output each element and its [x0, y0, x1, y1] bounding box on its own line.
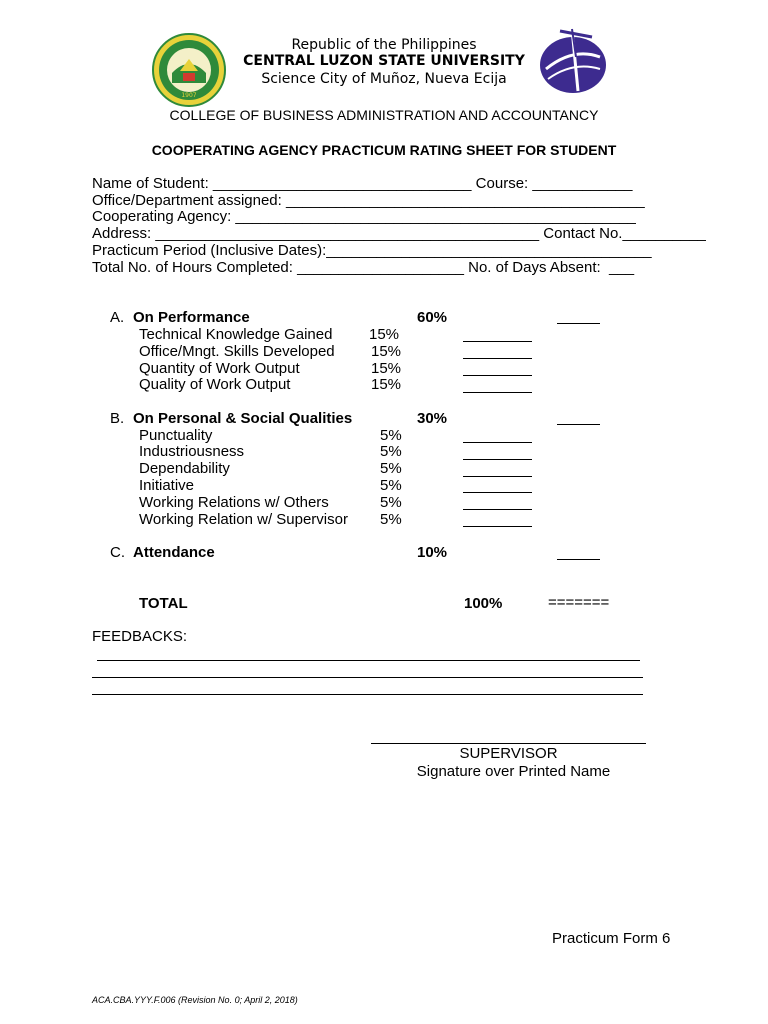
- section-a-score-blank[interactable]: [557, 323, 600, 324]
- item-weight: 5%: [380, 443, 402, 460]
- total-weight: 100%: [464, 595, 503, 612]
- item-score-blank[interactable]: [463, 509, 532, 510]
- item-label: Initiative: [139, 477, 195, 494]
- item-weight: 5%: [380, 494, 402, 511]
- item-weight: 15%: [371, 360, 402, 377]
- item-score-blank[interactable]: [463, 459, 532, 460]
- item-label: Working Relation w/ Supervisor: [139, 511, 348, 528]
- signature-caption: Signature over Printed Name: [416, 763, 611, 780]
- item-weight: 15%: [371, 376, 402, 393]
- section-b-title: On Personal & Social Qualities: [133, 410, 353, 427]
- seal-year: 1907: [181, 92, 197, 99]
- form-title: COOPERATING AGENCY PRACTICUM RATING SHEET FOR STUDENT: [151, 142, 617, 158]
- university-location: Science City of Muñoz, Nueva Ecija: [261, 71, 507, 87]
- total-label: TOTAL: [139, 595, 188, 612]
- item-weight: 15%: [371, 343, 402, 360]
- signature-role: SUPERVISOR: [459, 745, 558, 762]
- section-b-weight: 30%: [417, 410, 448, 427]
- college-name: COLLEGE OF BUSINESS ADMINISTRATION AND ACCOUNTANCY: [169, 107, 599, 123]
- item-weight: 5%: [380, 460, 402, 477]
- section-c-weight: 10%: [417, 544, 448, 561]
- section-b-score-blank[interactable]: [557, 424, 600, 425]
- signature-line[interactable]: [371, 743, 646, 744]
- revision-code: ACA.CBA.YYY.F.006 (Revision No. 0; April 2, 2018): [92, 995, 298, 1005]
- item-label: Punctuality: [139, 427, 213, 444]
- item-score-blank[interactable]: [463, 341, 532, 342]
- feedback-line[interactable]: [92, 677, 643, 678]
- item-label: Office/Mngt. Skills Developed: [139, 343, 335, 360]
- section-b-letter: B.: [110, 410, 125, 427]
- item-score-blank[interactable]: [463, 442, 532, 443]
- item-score-blank[interactable]: [463, 492, 532, 493]
- feedback-line[interactable]: [97, 660, 640, 661]
- field-cooperating-agency[interactable]: Cooperating Agency: ________________________________________________: [92, 208, 636, 225]
- item-score-blank[interactable]: [463, 476, 532, 477]
- total-marker: =======: [548, 594, 610, 611]
- item-label: Working Relations w/ Others: [139, 494, 329, 511]
- section-a-letter: A.: [110, 309, 125, 326]
- field-practicum-period[interactable]: Practicum Period (Inclusive Dates):_______________________________________: [92, 242, 652, 259]
- item-label: Dependability: [139, 460, 230, 477]
- republic-line: Republic of the Philippines: [291, 37, 477, 53]
- section-c-letter: C.: [110, 544, 125, 561]
- item-label: Technical Knowledge Gained: [139, 326, 333, 343]
- item-weight: 5%: [380, 427, 402, 444]
- item-label: Quality of Work Output: [139, 376, 291, 393]
- university-name: CENTRAL LUZON STATE UNIVERSITY: [243, 53, 525, 69]
- section-a-weight: 60%: [417, 309, 448, 326]
- field-address-contact[interactable]: Address: ______________________________________________ Contact No.__________: [92, 225, 706, 242]
- item-score-blank[interactable]: [463, 392, 532, 393]
- section-c-title: Attendance: [133, 544, 215, 561]
- item-score-blank[interactable]: [463, 358, 532, 359]
- field-name-of-student[interactable]: Name of Student: _______________________________ Course: ____________: [92, 175, 633, 192]
- feedbacks-label: FEEDBACKS:: [92, 628, 188, 645]
- item-score-blank[interactable]: [463, 526, 532, 527]
- item-weight: 5%: [380, 477, 402, 494]
- item-label: Industriousness: [139, 443, 245, 460]
- item-score-blank[interactable]: [463, 375, 532, 376]
- field-office-department[interactable]: Office/Department assigned: ___________________________________________: [92, 192, 645, 209]
- section-a-title: On Performance: [133, 309, 250, 326]
- field-hours-absent[interactable]: Total No. of Hours Completed: ____________________ No. of Days Absent: ___: [92, 259, 635, 276]
- form-number: Practicum Form 6: [552, 930, 671, 947]
- item-weight: 15%: [369, 326, 400, 343]
- section-c-score-blank[interactable]: [557, 559, 600, 560]
- item-weight: 5%: [380, 511, 402, 528]
- item-label: Quantity of Work Output: [139, 360, 300, 377]
- feedback-line[interactable]: [92, 694, 643, 695]
